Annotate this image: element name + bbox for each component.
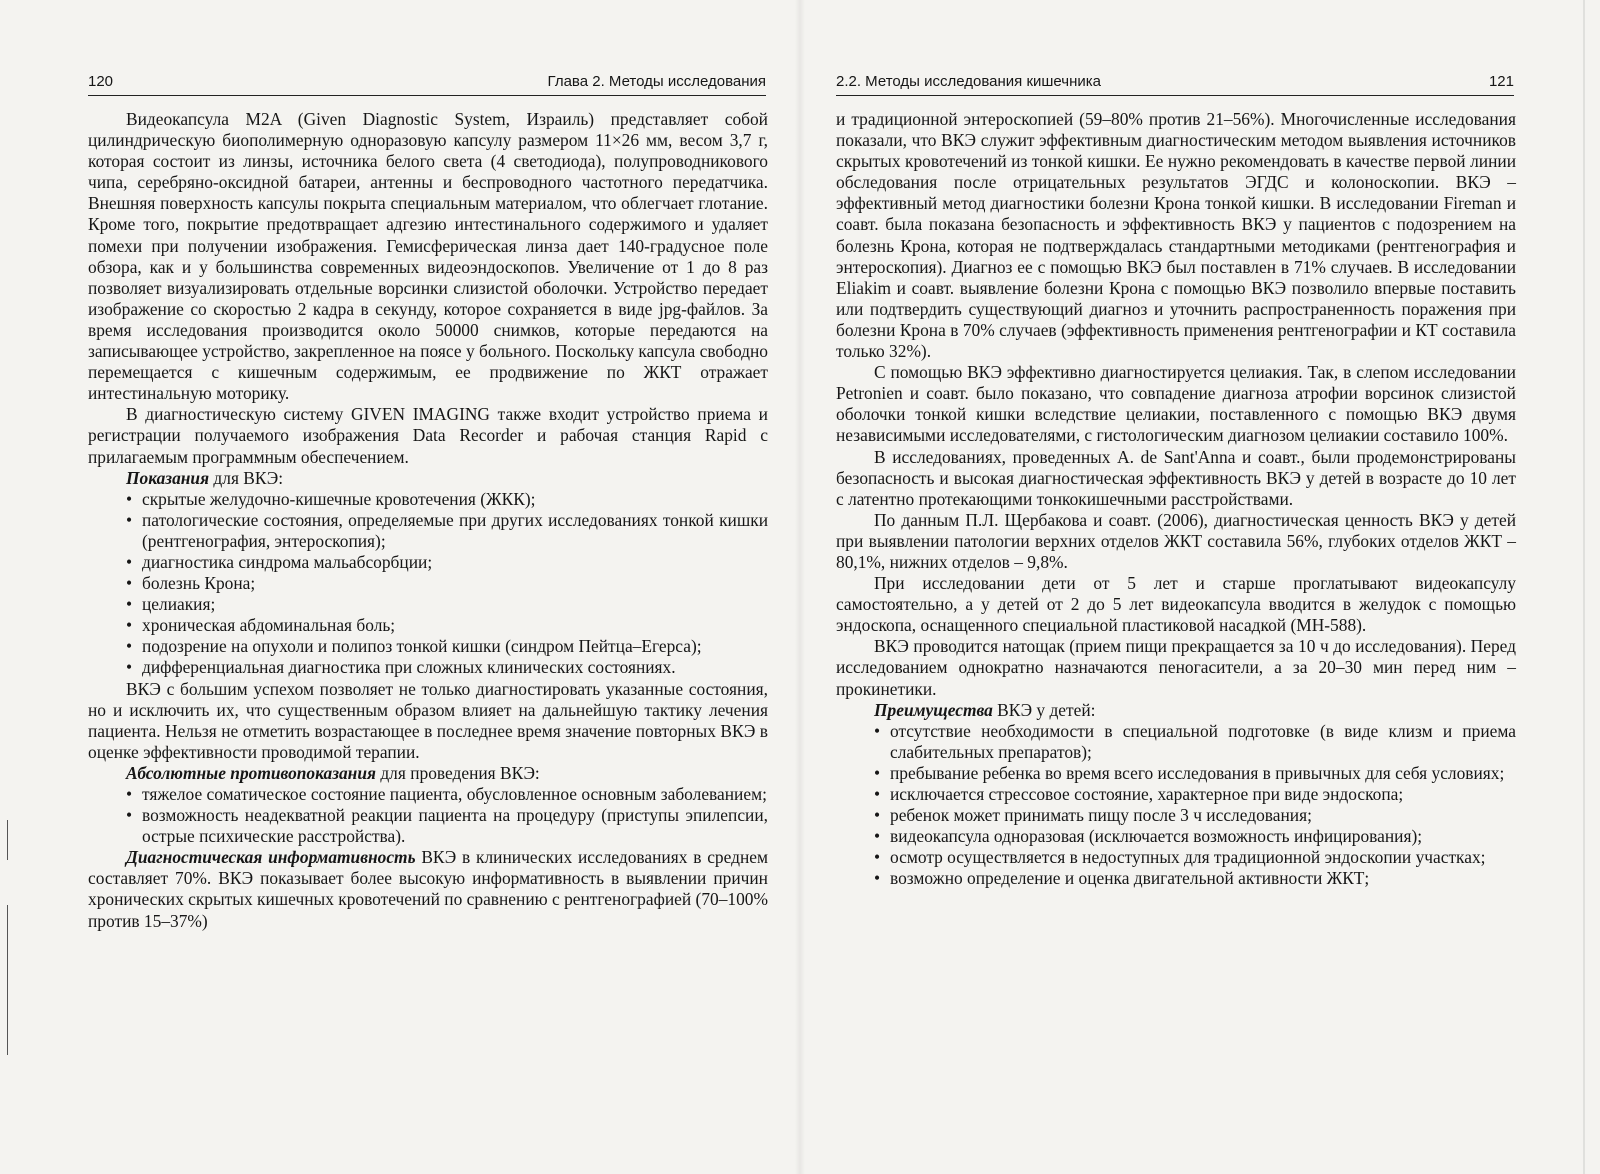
list-item: • скрытые желудочно-кишечные кровотечения (ЖКК); <box>142 489 768 510</box>
list-item: • исключается стрессовое состояние, характерное при виде эндоскопа; <box>890 784 1516 805</box>
right-page <box>800 0 1600 1174</box>
list-item: • возможность неадекватной реакции пациента на процедуру (приступы эпилепсии, острые психические расстройства). <box>142 805 768 847</box>
indications-list <box>88 489 768 679</box>
left-body-text <box>88 109 768 932</box>
paragraph: ВКЭ проводится натощак (прием пищи прекращается за 10 ч до исследования). Перед исследованием однократно назначаются пеногасители, а за 20–30 мин перед ним – прокинетики. <box>836 636 1516 699</box>
list-item: • видеокапсула одноразовая (исключается возможность инфицирования); <box>890 826 1516 847</box>
indications-label: Показания <box>126 467 210 488</box>
list-item: • возможно определение и оценка двигательной активности ЖКТ; <box>890 868 1516 889</box>
list-item: • отсутствие необходимости в специальной подготовке (в виде клизм и приема слабительных препаратов); <box>890 721 1516 763</box>
scan-artifact-line <box>7 905 8 1055</box>
list-item: • болезнь Крона; <box>142 573 768 594</box>
contraindications-heading <box>88 763 768 784</box>
list-item: • пребывание ребенка во время всего исследования в привычных для себя условиях; <box>890 763 1516 784</box>
list-item: • тяжелое соматическое состояние пациента, обусловленное основным заболеванием; <box>142 784 768 805</box>
paragraph: При исследовании дети от 5 лет и старше проглатывают видеокапсулу самостоятельно, а у детей от 2 до 5 лет видеокапсула вводится в желудок с помощью эндоскопа, оснащенного специальной пластиковой насадкой (МН-588). <box>836 573 1516 636</box>
contra-label: Абсолютные противопоказания <box>126 762 376 783</box>
diag-label: Диагностическая информативность <box>126 847 416 868</box>
list-item: • ребенок может принимать пищу после 3 ч исследования; <box>890 805 1516 826</box>
advantages-list <box>836 721 1516 890</box>
list-item: • подозрение на опухоли и полипоз тонкой кишки (синдром Пейтца–Егерса); <box>142 636 768 657</box>
indications-heading <box>88 468 768 489</box>
indications-rest: для ВКЭ: <box>209 467 284 488</box>
list-item: • осмотр осуществляется в недоступных для традиционной эндоскопии участках; <box>890 847 1516 868</box>
page-number: 121 <box>1488 73 1514 90</box>
advantages-rest: ВКЭ у детей: <box>992 699 1096 720</box>
page-number: 120 <box>88 73 114 90</box>
paragraph: В исследованиях, проведенных A. de Sant'Anna и соавт., были продемонстрированы безопасность и высокая диагностическая эффективность ВКЭ у детей в возрасте до 10 лет с латентно протекающими тонкокишечными расстройствами. <box>836 446 1516 509</box>
advantages-label: Преимущества <box>874 699 993 720</box>
paragraph: В диагностическую систему GIVEN IMAGING также входит устройство приема и регистрации получаемого изображения Data Recorder и рабочая станция Rapid с прилагаемым программным обеспечением. <box>88 404 768 467</box>
running-head-left <box>88 73 766 96</box>
scan-artifact-line <box>7 820 8 860</box>
chapter-header: Глава 2. Методы исследования <box>547 73 766 90</box>
paragraph: и традиционной энтероскопией (59–80% против 21–56%). Многочисленные исследования показали, что ВКЭ служит эффективным диагностическим методом выявления источников скрытых кровотечений из тонкой кишки. Ее нужно рекомендовать в качестве первой линии обследования после отрицательных результатов ЭГДС и колоноскопии. ВКЭ – эффективный метод диагностики болезни Крона тонкой кишки. В исследовании Fireman и соавт. была показана безопасность и эффективность ВКЭ у пациентов с подозрением на болезнь Крона, которая не подтверждалась стандартными методиками (рентгенография и энтероскопия). Диагноз ее с помощью ВКЭ был поставлен в 71% случаев. В исследовании Eliakim и соавт. выявление болезни Крона с помощью ВКЭ позволило впервые поставить или подтвердить существующий диагноз и уточнить распространенность поражения при болезни Крона в 70% случаев (эффективность применения рентгенографии и КТ составила только 32%). <box>836 109 1516 362</box>
list-item: • патологические состояния, определяемые при других исследованиях тонкой кишки (рентгенография, энтероскопия); <box>142 510 768 552</box>
paragraph: ВКЭ с большим успехом позволяет не только диагностировать указанные состояния, но и исключить их, что существенным образом влияет на дальнейшую тактику лечения пациента. Нельзя не отметить возрастающее в последнее время значение повторных ВКЭ в оценке эффективности проводимой терапии. <box>88 678 768 762</box>
scan-edge-shadow <box>1583 0 1585 1174</box>
paragraph: С помощью ВКЭ эффективно диагностируется целиакия. Так, в слепом исследовании Petronien и соавт. было показано, что совпадение диагноза атрофии ворсинок слизистой оболочки тонкой кишки вследствие целиакии, поставленного с помощью ВКЭ двумя независимыми исследователями, с гистологическим диагнозом целиакии составило 100%. <box>836 362 1516 446</box>
right-body-text <box>836 109 1516 889</box>
section-header: 2.2. Методы исследования кишечника <box>836 73 1101 90</box>
contraindications-list <box>88 784 768 847</box>
list-item: • дифференциальная диагностика при сложных клинических состояниях. <box>142 657 768 678</box>
paragraph: Видеокапсула M2A (Given Diagnostic System, Израиль) представляет собой цилиндрическую биополимерную одноразовую капсулу размером 11×26 мм, весом 3,7 г, которая состоит из линзы, источника белого света (4 светодиода), полупроводникового чипа, серебряно-оксидной батареи, антенны и беспроводного частотного передатчика. Внешняя поверхность капсулы покрыта специальным материалом, что облегчает глотание. Кроме того, покрытие предотвращает адгезию интестинального содержимого и удаляет помехи при получении изображения. Гемисферическая линза дает 140-градусное поле обзора, как и у большинства современных видеоэндоскопов. Увеличение от 1 до 8 раз позволяет визуализировать отдельные ворсинки слизистой оболочки. Устройство передает изображение со скоростью 2 кадра в секунду, которое сохраняется в виде jpg-файлов. За время исследования производится около 50000 снимков, которые передаются на записывающее устройство, закрепленное на поясе у больного. Поскольку капсула свободно перемещается с кишечным содержимым, ее продвижение по ЖКТ отражает интестинальную моторику. <box>88 109 768 404</box>
diagnostic-paragraph <box>88 847 768 931</box>
advantages-heading <box>836 700 1516 721</box>
paragraph: По данным П.Л. Щербакова и соавт. (2006), диагностическая ценность ВКЭ у детей при выявлении патологии верхних отделов ЖКТ составила 56%, глубоких отделов ЖКТ – 80,1%, нижних отделов – 9,8%. <box>836 509 1516 572</box>
list-item: • диагностика синдрома мальабсорбции; <box>142 552 768 573</box>
contra-rest: для проведения ВКЭ: <box>375 762 540 783</box>
list-item: • хроническая абдоминальная боль; <box>142 615 768 636</box>
diag-rest: ВКЭ в клинических исследованиях в среднем составляет 70%. ВКЭ показывает более высокую информативность в выявлении причин хронических скрытых кишечных кровотечений по сравнению с рентгенографией (70–100% против 15–37%) <box>88 847 768 931</box>
running-head-right <box>836 73 1514 96</box>
list-item: • целиакия; <box>142 594 768 615</box>
